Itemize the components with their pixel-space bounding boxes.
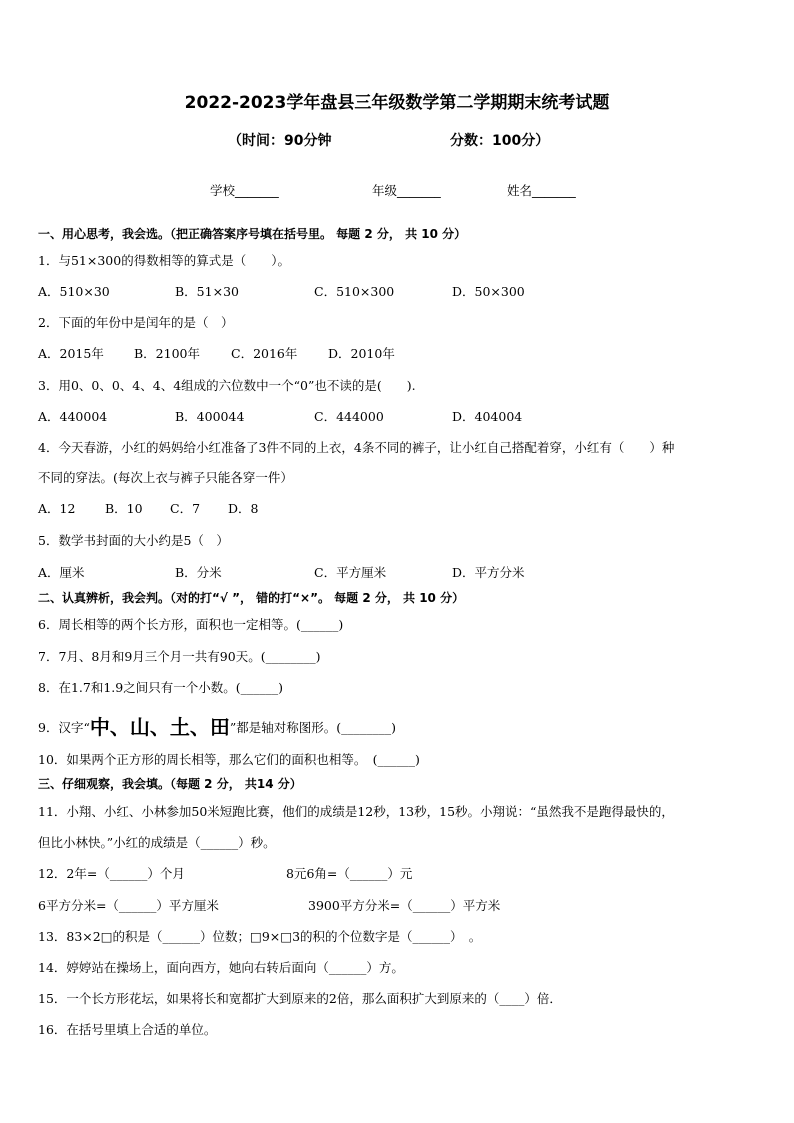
question-4-line2: 不同的穿法。(每次上衣与裤子只能各穿一件） (38, 470, 293, 485)
question-8: 8．在1.7和1.9之间只有一个小数。(______) (38, 680, 283, 695)
q2-option-a: A．2015年 (38, 346, 104, 361)
question-12c: 6平方分米=（______）平方厘米 (38, 898, 219, 913)
exam-score: 分数：100分） (450, 133, 550, 149)
question-13: 13．83×2□的积是（______）位数；□9×□3的积的个位数字是（______） 。 (38, 929, 482, 944)
q4-option-c: C．7 (170, 501, 201, 516)
q5-option-d: D．平方分米 (452, 565, 525, 580)
q9-suffix: ”都是轴对称图形。(________) (229, 720, 396, 735)
q3-option-d: D．404004 (452, 409, 523, 424)
question-16: 16．在括号里填上合适的单位。 (38, 1022, 217, 1037)
question-9 (38, 711, 396, 740)
section1-heading: 一、用心思考，我会选。（把正确答案序号填在括号里。 每题 2 分， 共 10 分） (38, 227, 467, 241)
question-4-line1: 4．今天春游，小红的妈妈给小红准备了3件不同的上衣，4条不同的裤子，让小红自己搭配着穿，小红有（ ）种 (38, 440, 675, 455)
q1-option-b: B．51×30 (175, 284, 239, 299)
q2-option-d: D．2010年 (328, 346, 395, 361)
q1-option-a: A．510×30 (38, 284, 110, 299)
q3-option-c: C．444000 (314, 409, 384, 424)
question-6: 6．周长相等的两个长方形，面积也一定相等。(______) (38, 617, 344, 632)
section3-heading: 三、仔细观察，我会填。（每题 2 分， 共14 分） (38, 777, 302, 791)
question-7: 7．7月、8月和9月三个月一共有90天。(________) (38, 649, 321, 664)
q5-option-b: B．分米 (175, 565, 222, 580)
question-11-line1: 11．小翔、小红、小林参加50米短跑比赛，他们的成绩是12秒，13秒，15秒。小翔说：“虽然我不是跑得最快的， (38, 804, 674, 819)
q4-option-a: A．12 (38, 501, 76, 516)
q3-option-a: A．440004 (38, 409, 108, 424)
question-5: 5．数学书封面的大小约是5（ ） (38, 533, 229, 548)
exam-time: （时间：90分钟 (228, 133, 332, 149)
q9-prefix: 9．汉字“ (38, 720, 90, 735)
question-12d: 3900平方分米=（______）平方米 (308, 898, 501, 913)
question-2: 2．下面的年份中是闰年的是（ ） (38, 315, 234, 330)
question-3: 3．用0、0、0、4、4、4组成的六位数中一个“0”也不读的是( ). (38, 378, 416, 393)
question-15: 15．一个长方形花坛，如果将长和宽都扩大到原来的2倍，那么面积扩大到原来的（____）倍． (38, 991, 562, 1006)
q1-option-d: D．50×300 (452, 284, 525, 299)
question-12a: 12．2年=（______）个月 (38, 866, 185, 881)
question-12b: 8元6角=（______）元 (286, 866, 413, 881)
grade-field: 年级_______ (372, 183, 441, 198)
question-11-line2: 但比小林快。”小红的成绩是（______）秒。 (38, 835, 276, 850)
q5-option-a: A．厘米 (38, 565, 85, 580)
q5-option-c: C．平方厘米 (314, 565, 387, 580)
q4-option-b: B．10 (105, 501, 143, 516)
q3-option-b: B．400044 (175, 409, 245, 424)
question-1: 1．与51×300的得数相等的算式是（ ）。 (38, 253, 290, 268)
question-14: 14．婷婷站在操场上，面向西方，她向右转后面向（______）方。 (38, 960, 404, 975)
name-field: 姓名_______ (507, 183, 576, 198)
school-field: 学校_______ (210, 183, 279, 198)
section2-heading: 二、认真辨析，我会判。（对的打“√ ”， 错的打“×”。 每题 2 分， 共 10 分） (38, 591, 465, 605)
q2-option-b: B．2100年 (134, 346, 200, 361)
question-10: 10．如果两个正方形的周长相等，那么它们的面积也相等。 (______) (38, 752, 420, 767)
q4-option-d: D．8 (228, 501, 259, 516)
q1-option-c: C．510×300 (314, 284, 395, 299)
q9-characters: 中、山、土、田 (89, 715, 230, 739)
exam-title: 2022-2023学年盘县三年级数学第二学期期末统考试题 (184, 93, 610, 113)
q2-option-c: C．2016年 (231, 346, 298, 361)
